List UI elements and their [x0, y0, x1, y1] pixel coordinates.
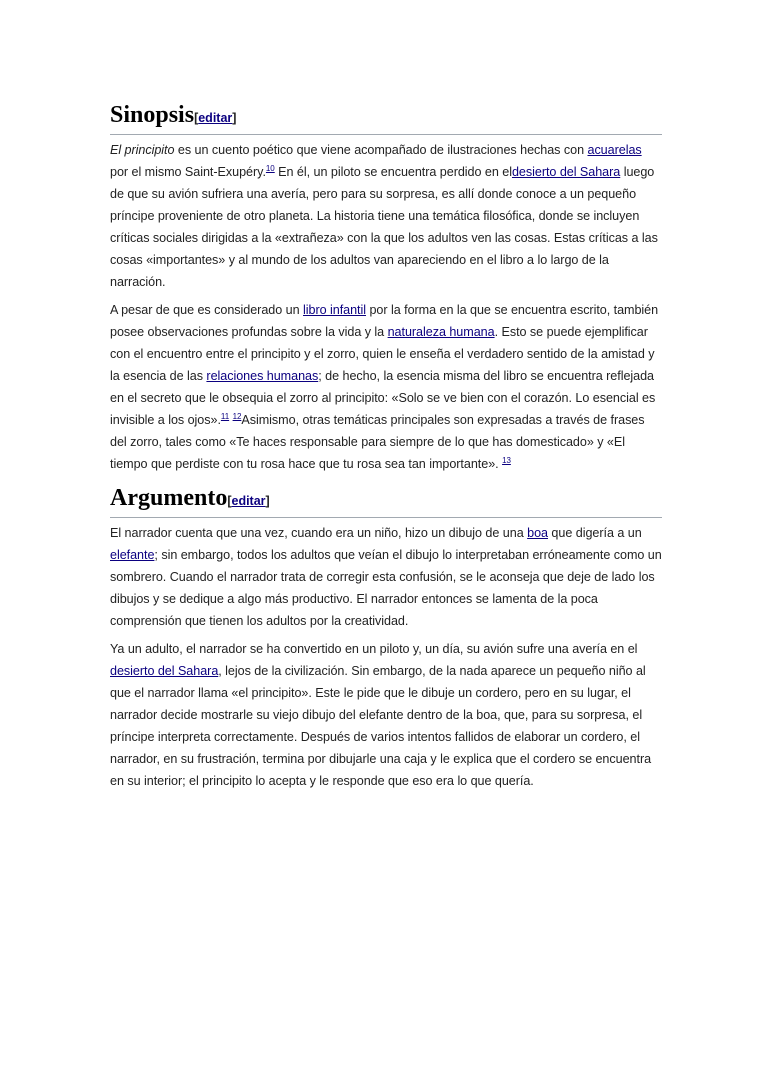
sinopsis-paragraph-1 — [110, 139, 662, 293]
reference-superscript — [221, 412, 229, 421]
reference-link-12[interactable]: 12 — [232, 412, 242, 421]
sinopsis-paragraph-2 — [110, 299, 662, 475]
link-libro-infantil[interactable]: libro infantil — [303, 303, 367, 317]
text-run: A pesar de que es considerado un — [110, 303, 303, 317]
article-body — [110, 100, 662, 798]
link-desierto-del-sahara[interactable]: desierto del Sahara — [110, 664, 219, 678]
edit-section-link-wrapper: [editar] — [194, 111, 237, 125]
text-run: Asimismo, otras temáticas principales son expresadas a través de frases del zorro, tales como «Te haces responsable para siempre de lo que has domesticado» y «El tiempo que perdiste con tu rosa hace que tu rosa sea tan importante». — [110, 413, 645, 471]
reference-link-10[interactable]: 10 — [265, 164, 275, 173]
link-acuarelas[interactable]: acuarelas — [587, 143, 642, 157]
link-desierto-del-sahara[interactable]: desierto del Sahara — [511, 165, 621, 179]
argumento-paragraph-2 — [110, 638, 662, 792]
reference-superscript — [502, 456, 511, 465]
text-run: El narrador cuenta que una vez, cuando era un niño, hizo un dibujo de una — [110, 526, 528, 540]
text-run: ; sin embargo, todos los adultos que veían el dibujo lo interpretaban erróneamente como un sombrero. Cuando el narrador trata de corregir esta confusión, se le aconseja que deje de lado los dibujos y se dedique a algo más productivo. El narrador entonces se lamenta de la poca comprensión que tienen los adultos por la creatividad. — [110, 548, 662, 628]
reference-superscript — [266, 164, 275, 173]
text-run: por la forma en la que se encuentra escrito, también posee observaciones profundas sobre la vida y la — [110, 303, 659, 339]
section-title: Sinopsis — [110, 102, 195, 128]
text-run: En él, un piloto se encuentra perdido en el — [274, 165, 512, 179]
text-run: luego de que su avión sufriera una avería, pero para su sorpresa, es allí donde conoce a un pequeño príncipe proveniente de otro planeta. La historia tiene una temática filosófica, donde se incluyen críticas sociales dirigidas a la «extrañeza» con la que los adultos ven las cosas. Estas críticas a las cosas «importantes» y al mundo de los adultos van apareciendo en el libro a lo largo de la narración. — [110, 165, 658, 289]
argumento-paragraph-1 — [110, 522, 662, 632]
section-heading-argumento — [110, 483, 662, 518]
text-run: por el mismo Saint-Exupéry. — [110, 165, 266, 179]
reference-link-11[interactable]: 11 — [220, 412, 230, 421]
link-boa[interactable]: boa — [527, 526, 548, 540]
link-elefante[interactable]: elefante — [110, 548, 155, 562]
text-run: es un cuento poético que viene acompañado de ilustraciones hechas con — [174, 143, 588, 157]
link-naturaleza-humana[interactable]: naturaleza humana — [387, 325, 495, 339]
reference-link-13[interactable]: 13 — [502, 456, 511, 465]
book-title-italic: El principito — [110, 143, 175, 157]
edit-section-link[interactable]: editar — [198, 111, 233, 125]
section-heading-sinopsis — [110, 100, 662, 135]
section-title: Argumento — [110, 485, 228, 511]
text-run: ; de hecho, la esencia misma del libro se encuentra reflejada en el secreto que le obsequia el zorro al principito: «Solo se ve bien con el corazón. Lo esencial es invisible a los ojos». — [110, 369, 656, 427]
edit-section-link[interactable]: editar — [231, 494, 266, 508]
section-argumento — [110, 483, 662, 792]
section-sinopsis — [110, 100, 662, 475]
text-run: Ya un adulto, el narrador se ha convertido en un piloto y, un día, su avión sufre una avería en el — [110, 642, 638, 656]
text-run: . Esto se puede ejemplificar con el encuentro entre el principito y el zorro, quien le enseña el verdadero sentido de la amistad y la esencia de las — [110, 325, 655, 383]
text-run: , lejos de la civilización. Sin embargo, de la nada aparece un pequeño niño al que el narrador llama «el principito». Este le pide que le dibuje un cordero, pero en su lugar, el narrador decide mostrarle su viejo dibujo del elefante dentro de la boa, que, para su sorpresa, el príncipe interpreta correctamente. Después de varios intentos fallidos de elaborar un cordero, el narrador, en su frustración, termina por dibujarle una caja y le explica que el cordero se encuentra en su interior; el principito lo acepta y le responde que eso era lo que quería. — [110, 664, 652, 788]
text-run: que digería a un — [547, 526, 642, 540]
link-relaciones-humanas[interactable]: relaciones humanas — [206, 369, 319, 383]
edit-section-link-wrapper: [editar] — [227, 494, 270, 508]
